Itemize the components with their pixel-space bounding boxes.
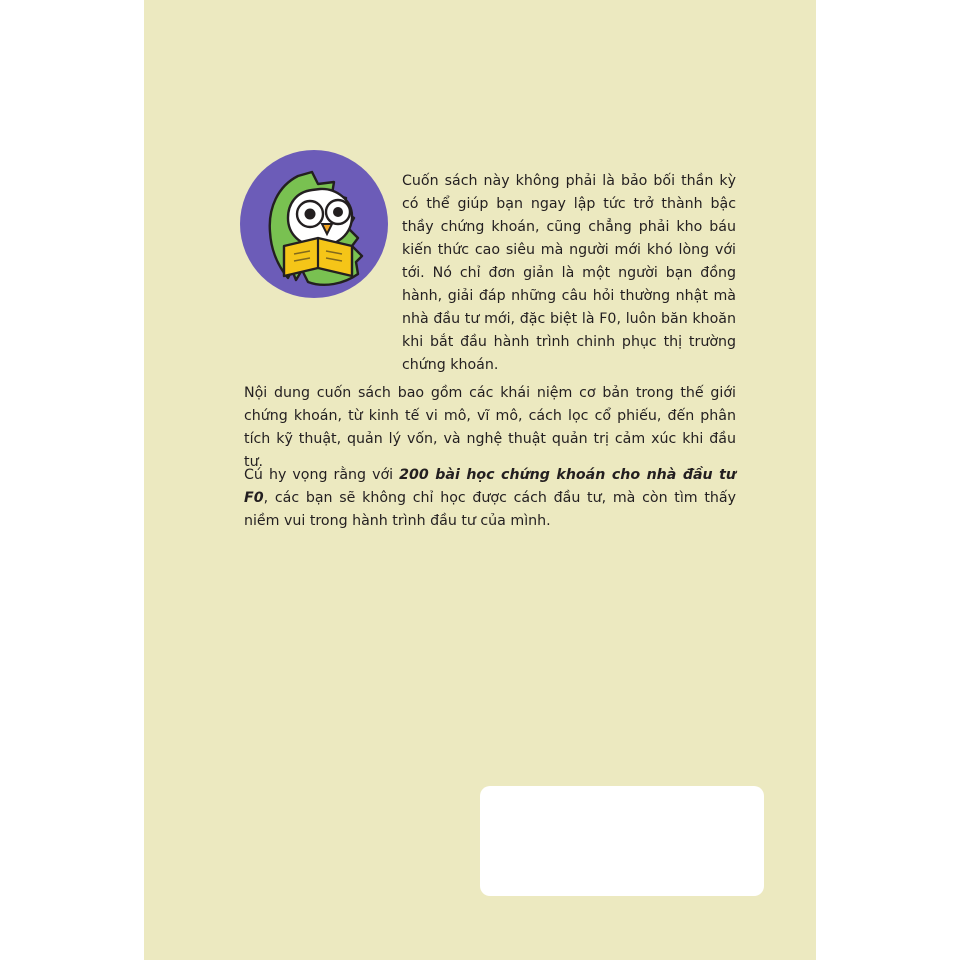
hope-text-after: , các bạn sẽ không chỉ học được cách đầu tư, mà còn tìm thấy niềm vui trong hành trình đầu tư của mình.: [244, 490, 736, 530]
barcode-placeholder: [480, 786, 764, 896]
cover-panel: [144, 0, 816, 960]
owl-reading-book-icon: [240, 150, 388, 298]
intro-paragraph: Cuốn sách này không phải là bảo bối thần kỳ có thể giúp bạn ngay lập tức trở thành bậc thầy chứng khoán, cũng chẳng phải kho báu kiến thức cao siêu mà người mới khó lòng với tới. Nó chỉ đơn giản là một người bạn đồng hành, giải đáp những câu hỏi thường nhật mà nhà đầu tư mới, đặc biệt là F0, luôn băn khoăn khi bắt đầu hành trình chinh phục thị trường chứng khoán.: [402, 173, 736, 374]
hope-text-before: Cú hy vọng rằng với: [244, 467, 400, 484]
book-title: 200 bài học chứng khoán cho nhà đầu tư F0: [244, 467, 737, 507]
content-paragraph: Nội dung cuốn sách bao gồm các khái niệm cơ bản trong thế giới chứng khoán, từ kinh tế vi mô, vĩ mô, cách lọc cổ phiếu, đến phân tích kỹ thuật, quản lý vốn, và nghệ thuật quản trị cảm xúc khi đầu tư.: [244, 385, 736, 471]
hope-paragraph: [244, 464, 736, 533]
